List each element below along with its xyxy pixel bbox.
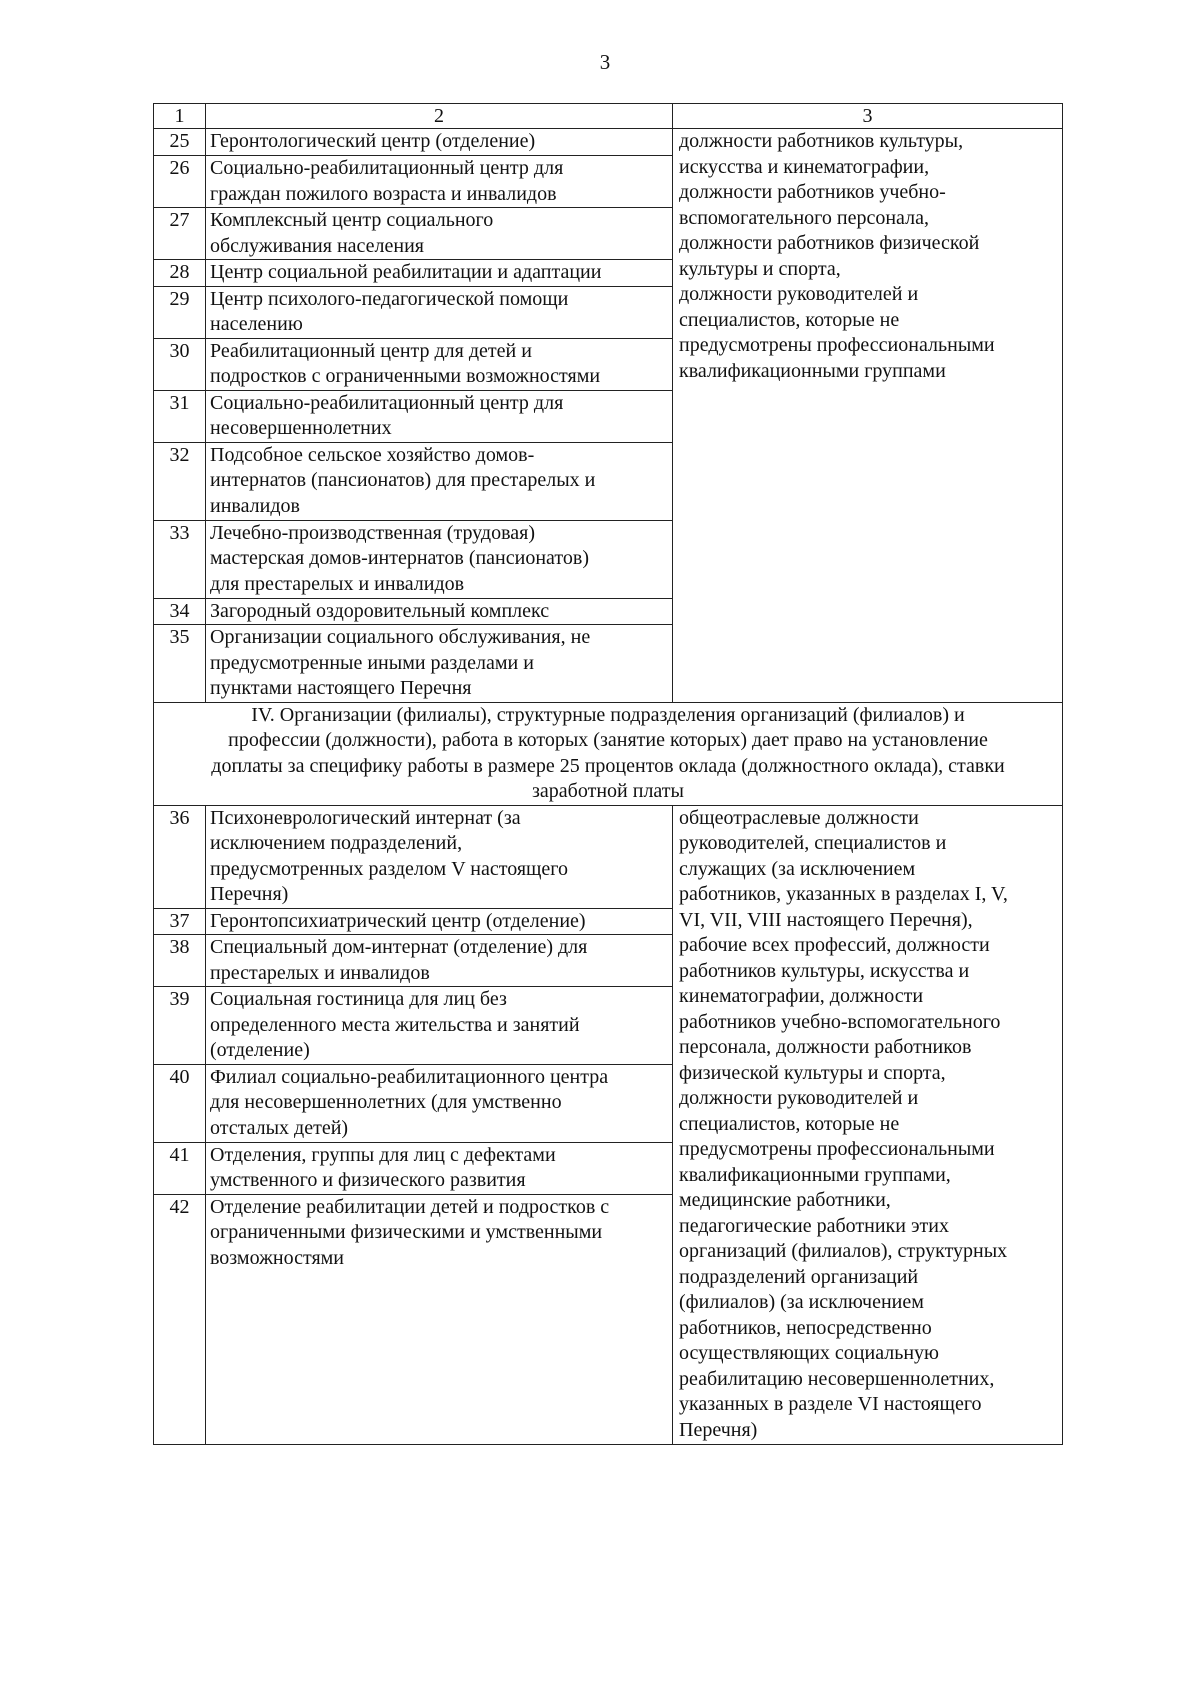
positions-cell: должности работников культуры, искусства и кинематографии, должности работников учебно- вспомогательного персонала, должности работников физической культуры и спорта, должности руководителей и специалистов, которые не предусмотрены профессиональными квалификационными группами	[673, 129, 1063, 703]
organization-name: Подсобное сельское хозяйство домов- интернатов (пансионатов) для престарелых и инвалидов	[206, 442, 673, 520]
row-number: 34	[154, 598, 206, 625]
page-number: 3	[599, 50, 611, 74]
organization-name: Социально-реабилитационный центр для несовершеннолетних	[206, 390, 673, 442]
organization-name: Психоневрологический интернат (за исключением подразделений, предусмотренных разделом V настоящего Перечня)	[206, 805, 673, 908]
row-number: 38	[154, 935, 206, 987]
organization-name: Филиал социально-реабилитационного центра для несовершеннолетних (для умственно отсталых детей)	[206, 1064, 673, 1142]
row-number: 36	[154, 805, 206, 908]
table-header-row	[154, 104, 1063, 129]
row-number: 37	[154, 908, 206, 935]
organization-name: Центр социальной реабилитации и адаптации	[206, 260, 673, 287]
header-col-2: 2	[206, 104, 673, 129]
row-number: 42	[154, 1194, 206, 1444]
organization-name: Отделения, группы для лиц с дефектами умственного и физического развития	[206, 1142, 673, 1194]
row-number: 32	[154, 442, 206, 520]
organization-name: Организации социального обслуживания, не предусмотренные иными разделами и пунктами настоящего Перечня	[206, 625, 673, 703]
header-col-1: 1	[154, 104, 206, 129]
organizations-table	[153, 103, 1063, 1445]
organization-name: Геронтологический центр (отделение)	[206, 129, 673, 156]
table-row	[154, 129, 1063, 156]
organization-name: Отделение реабилитации детей и подростков с ограниченными физическими и умственными возможностями	[206, 1194, 673, 1444]
row-number: 31	[154, 390, 206, 442]
positions-cell: общеотраслевые должности руководителей, специалистов и служащих (за исключением работников, указанных в разделах I, V, VI, VII, VIII настоящего Перечня), рабочие всех профессий, должности работников культуры, искусства и кинематографии, должности работников учебно-вспомогательного персонала, должности работников физической культуры и спорта, должности руководителей и специалистов, которые не предусмотрены профессиональными квалификационными группами, медицинские работники, педагогические работники этих организаций (филиалов), структурных подразделений организаций (филиалов) (за исключением работников, непосредственно осуществляющих социальную реабилитацию несовершеннолетних, указанных в разделе VI настоящего Перечня)	[673, 805, 1063, 1444]
section-row	[154, 702, 1063, 805]
organization-name: Геронтопсихиатрический центр (отделение)	[206, 908, 673, 935]
row-number: 25	[154, 129, 206, 156]
row-number: 33	[154, 520, 206, 598]
organization-name: Загородный оздоровительный комплекс	[206, 598, 673, 625]
organization-name: Специальный дом-интернат (отделение) для престарелых и инвалидов	[206, 935, 673, 987]
row-number: 27	[154, 208, 206, 260]
row-number: 35	[154, 625, 206, 703]
row-number: 26	[154, 156, 206, 208]
organization-name: Реабилитационный центр для детей и подростков с ограниченными возможностями	[206, 338, 673, 390]
row-number: 41	[154, 1142, 206, 1194]
row-number: 30	[154, 338, 206, 390]
organization-name: Комплексный центр социального обслуживания населения	[206, 208, 673, 260]
organization-name: Центр психолого-педагогической помощи населению	[206, 286, 673, 338]
section-iv-heading: IV. Организации (филиалы), структурные подразделения организаций (филиалов) и профессии (должности), работа в которых (занятие которых) дает право на установление доплаты за специфику работы в размере 25 процентов оклада (должностного оклада), ставки заработной платы	[154, 702, 1063, 805]
row-number: 39	[154, 987, 206, 1065]
row-number: 29	[154, 286, 206, 338]
organization-name: Социально-реабилитационный центр для граждан пожилого возраста и инвалидов	[206, 156, 673, 208]
organization-name: Лечебно-производственная (трудовая) мастерская домов-интернатов (пансионатов) для престарелых и инвалидов	[206, 520, 673, 598]
header-col-3: 3	[673, 104, 1063, 129]
organization-name: Социальная гостиница для лиц без определенного места жительства и занятий (отделение)	[206, 987, 673, 1065]
row-number: 40	[154, 1064, 206, 1142]
row-number: 28	[154, 260, 206, 287]
table-row	[154, 805, 1063, 908]
